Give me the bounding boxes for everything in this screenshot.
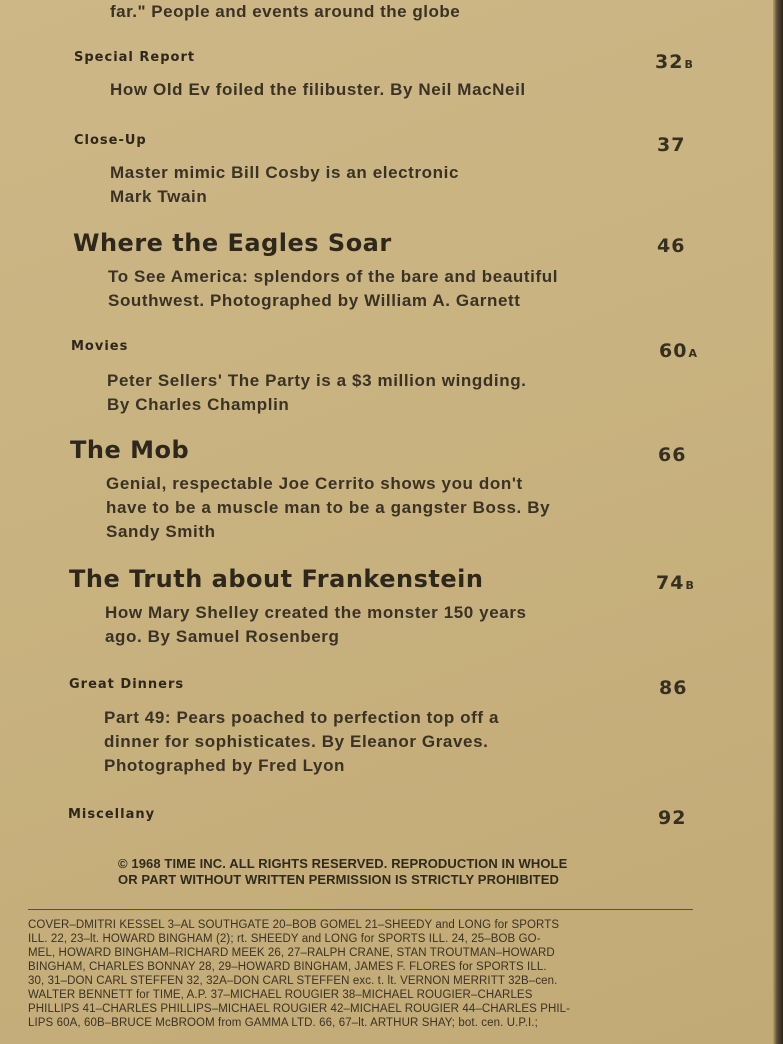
copyright-notice: © 1968 TIME INC. ALL RIGHTS RESERVED. REPRODUCTION IN WHOLE OR PART WITHOUT WRITTEN PERMISSION IS STRICTLY PROHIBITED	[118, 856, 568, 887]
page-number: 37	[657, 134, 686, 156]
page-number: 74B	[656, 572, 695, 594]
section-title: The Mob	[70, 436, 190, 464]
page-number: 66	[658, 444, 687, 466]
entry-description: Genial, respectable Joe Cerrito shows you don't have to be a muscle man to be a gangster Boss. By Sandy Smith	[106, 474, 551, 541]
section-title: The Truth about Frankenstein	[69, 565, 484, 593]
divider	[28, 909, 693, 910]
section-label: Miscellany	[68, 807, 156, 822]
section-label: Great Dinners	[69, 677, 185, 692]
photo-credits: COVER–DMITRI KESSEL 3–AL SOUTHGATE 20–BOB GOMEL 21–SHEEDY and LONG for SPORTS ILL. 22, 23–lt. HOWARD BINGHAM (2); rt. SHEEDY and LONG for SPORTS ILL. 24, 25–BOB GO- MEL, HOWARD BINGHAM–RICHARD MEEK 26, 27–RALPH CRANE, STAN TROUTMAN–HOWARD BINGHAM, CHARLES BONNAY 28, 29–HOWARD BINGHAM, JAMES F. FLORES for SPORTS ILL. 30, 31–DON CARL STEFFEN 32, 32A–DON CARL STEFFEN exc. t. lt. VERNON MERRITT 32B–cen. WALTER BENNETT for TIME, A.P. 37–MICHAEL ROUGIER 38–MICHAEL ROUGIER–CHARLES PHILLIPS 41–CHARLES PHILLIPS–MICHAEL ROUGIER 42–MICHAEL ROUGIER 44–CHARLES PHIL- LIPS 60A, 60B–BRUCE McBROOM from GAMMA LTD. 66, 67–lt. ARTHUR SHAY; bot. cen. U.P.I.;	[28, 919, 571, 1029]
page-number: 92	[658, 807, 687, 829]
entry-description: Peter Sellers' The Party is a $3 million wingding. By Charles Champlin	[107, 371, 527, 414]
section-label: Special Report	[74, 50, 196, 65]
page-edge	[773, 0, 783, 1044]
page-number: 86	[659, 677, 688, 699]
section-label: Close-Up	[74, 133, 147, 148]
page-number: 46	[657, 235, 686, 257]
entry-description: To See America: splendors of the bare and beautiful Southwest. Photographed by William A. Garnett	[108, 267, 559, 310]
intro-text: far." People and events around the globe	[110, 2, 461, 21]
section-label: Movies	[71, 339, 129, 354]
entry-description: Part 49: Pears poached to perfection top off a dinner for sophisticates. By Eleanor Graves. Photographed by Fred Lyon	[104, 708, 500, 775]
section-title: Where the Eagles Soar	[73, 229, 392, 257]
entry-description: How Old Ev foiled the filibuster. By Neil MacNeil	[110, 80, 526, 99]
page-number: 60A	[659, 340, 698, 362]
entry-description: Master mimic Bill Cosby is an electronic Mark Twain	[110, 163, 460, 206]
page-number: 32B	[655, 51, 694, 73]
entry-description: How Mary Shelley created the monster 150 years ago. By Samuel Rosenberg	[105, 603, 527, 646]
